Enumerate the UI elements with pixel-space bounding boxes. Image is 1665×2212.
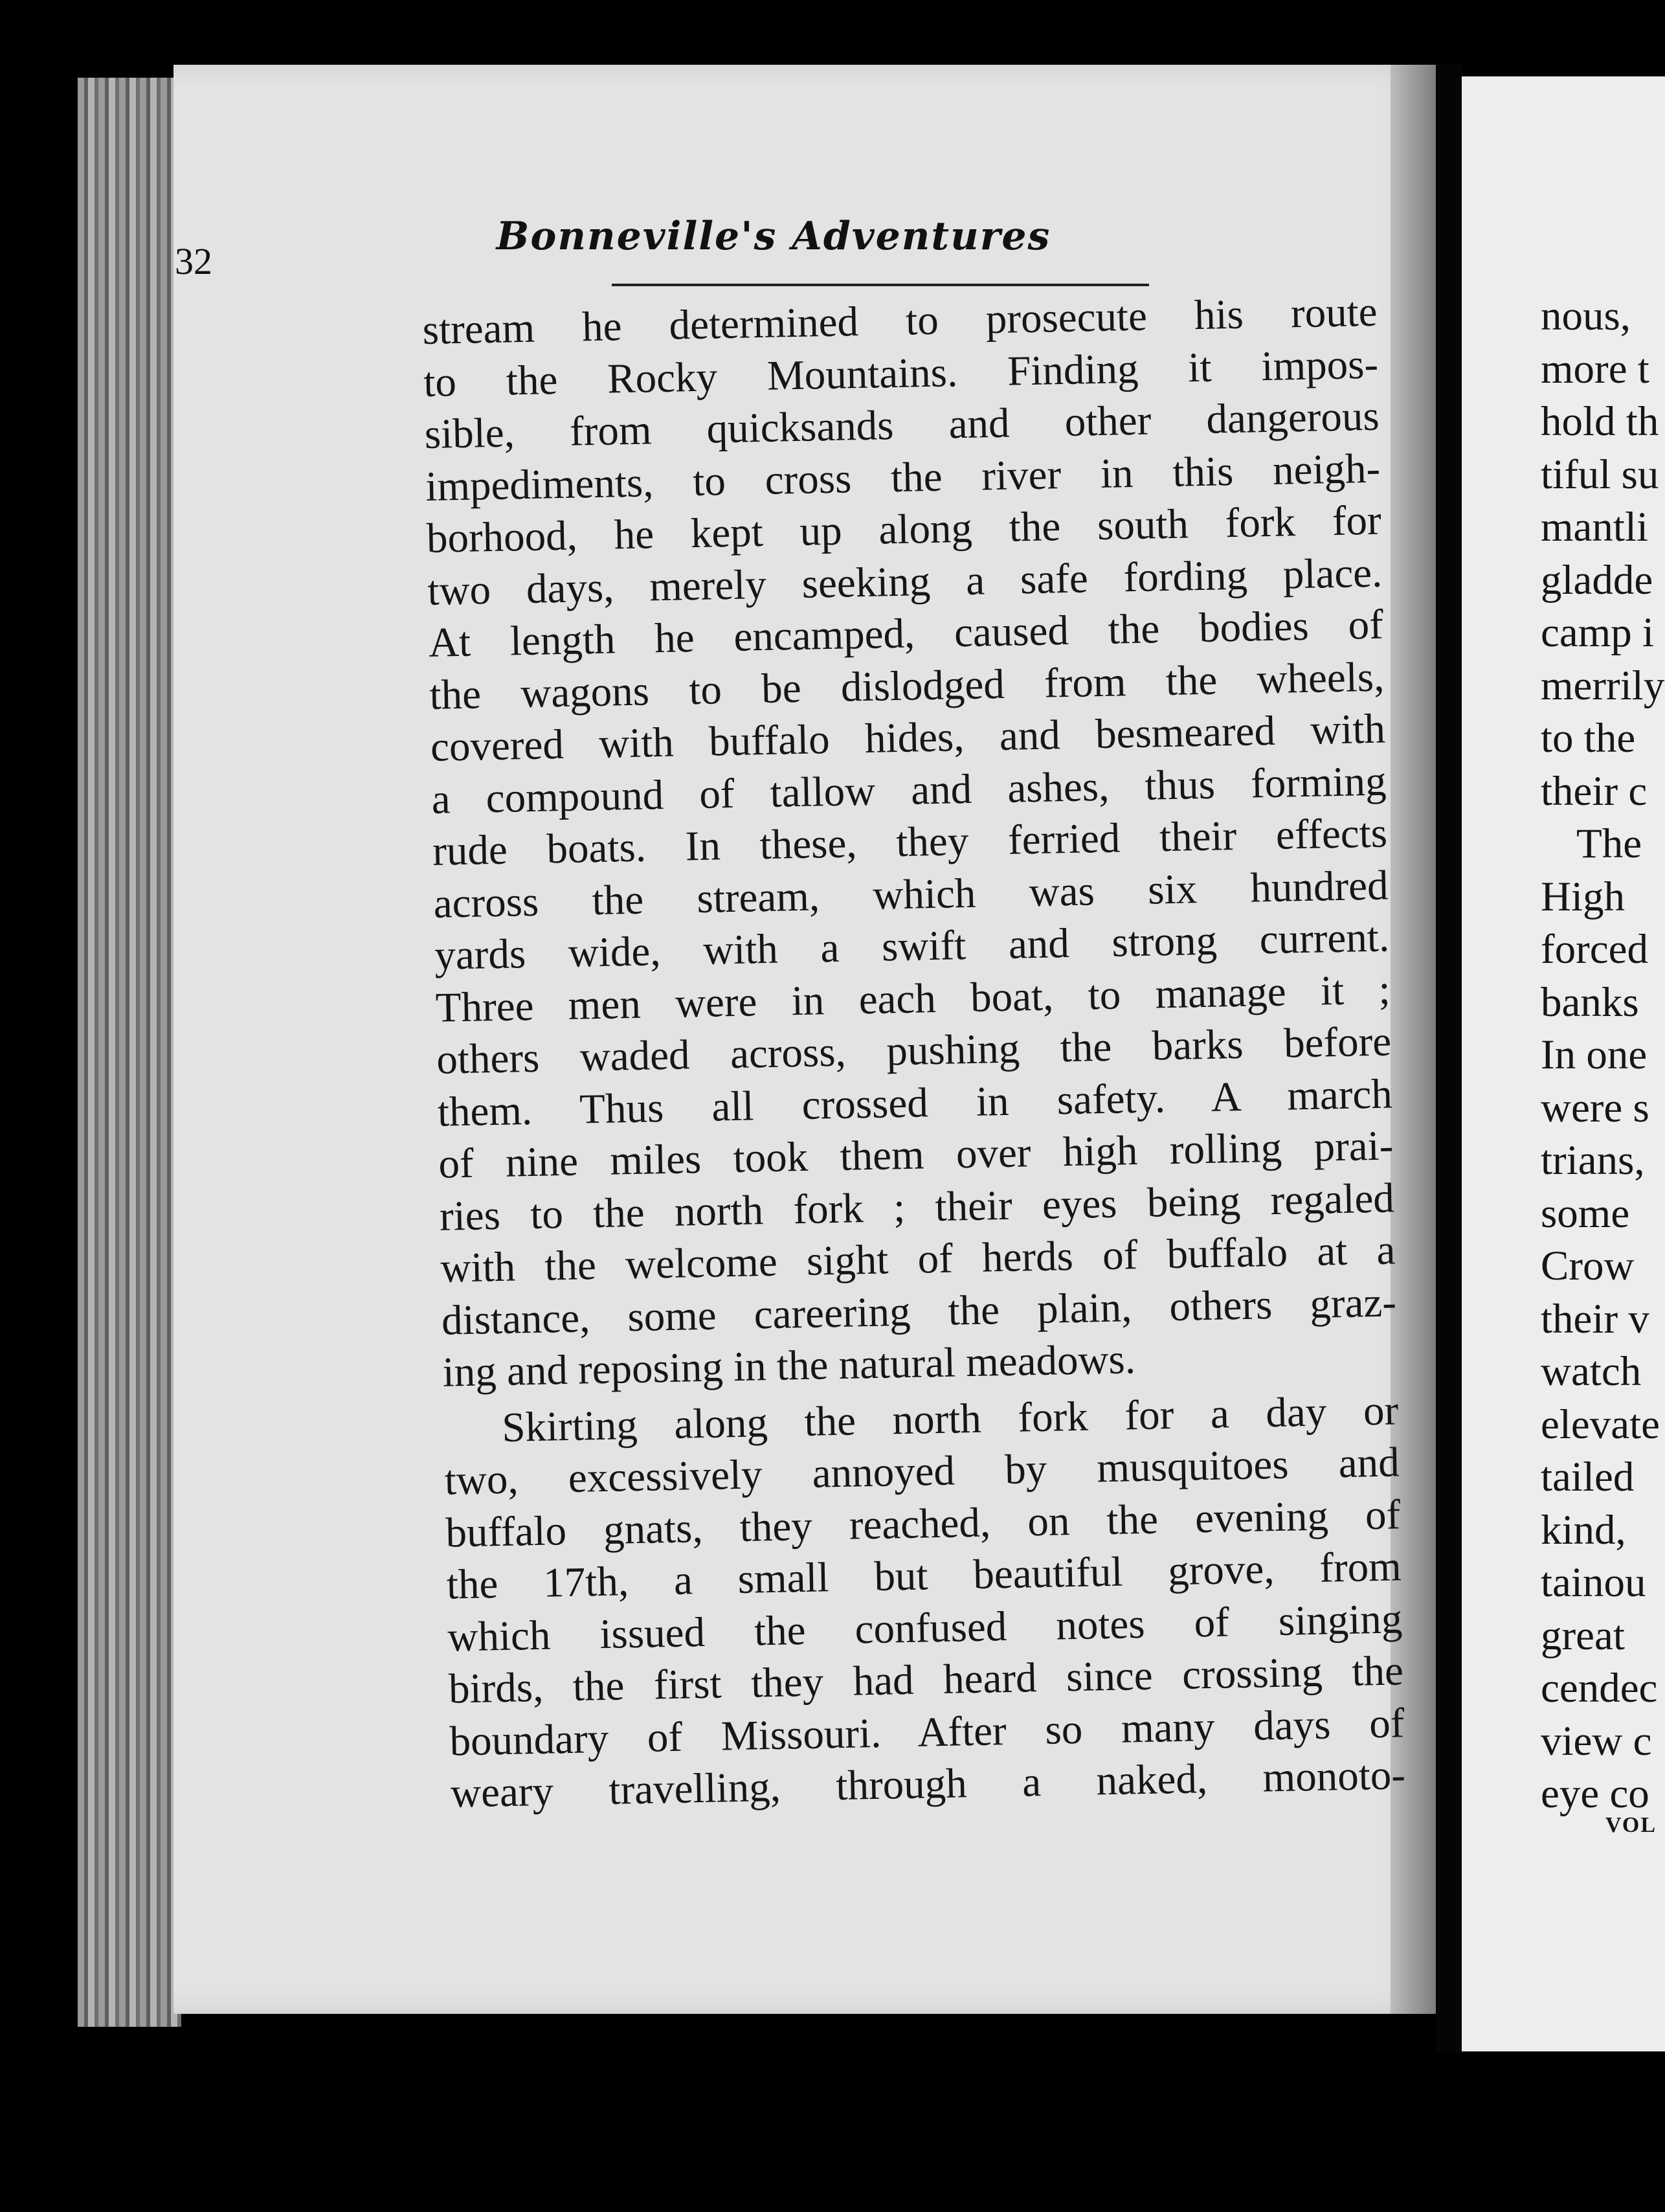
text-line: In one bbox=[1541, 1032, 1648, 1078]
text-line: watch bbox=[1541, 1348, 1642, 1395]
text-line: tiful su bbox=[1541, 451, 1659, 498]
text-line: camp i bbox=[1541, 609, 1655, 656]
text-line: stream he determined to prosecute his route bbox=[422, 288, 1378, 354]
book-spine bbox=[1436, 65, 1463, 2053]
header-rule bbox=[612, 284, 1149, 286]
text-line: some bbox=[1541, 1190, 1630, 1237]
text-line: with the welcome sight of herds of buffalo at a bbox=[440, 1226, 1396, 1292]
right-page-body bbox=[1541, 290, 1664, 1821]
text-line: of nine miles took them over high rolling prai- bbox=[438, 1122, 1394, 1188]
text-line: their v bbox=[1541, 1295, 1649, 1342]
text-line: weary travelling, through a naked, monoto- bbox=[450, 1752, 1406, 1817]
left-page-body bbox=[422, 286, 1406, 1820]
text-line: their c bbox=[1541, 767, 1648, 815]
text-line: gladde bbox=[1541, 556, 1653, 604]
text-line: ing and reposing in the natural meadows. bbox=[441, 1336, 1136, 1396]
text-line: borhood, he kept up along the south fork for bbox=[426, 497, 1382, 562]
text-line: two days, merely seeking a safe fording place. bbox=[427, 549, 1383, 615]
text-line: them. Thus all crossed in safety. A march bbox=[437, 1070, 1393, 1136]
text-line: Skirting along the north fork for a day or bbox=[501, 1386, 1399, 1451]
text-line: view c bbox=[1541, 1717, 1652, 1765]
text-line: eye co bbox=[1541, 1770, 1649, 1817]
text-line: sible, from quicksands and other dangerous bbox=[424, 392, 1380, 458]
text-line: to the bbox=[1541, 715, 1636, 762]
text-line: across the stream, which was six hundred bbox=[433, 862, 1389, 927]
text-line: kind, bbox=[1541, 1506, 1626, 1553]
text-line: trians, bbox=[1541, 1137, 1645, 1184]
text-line: great bbox=[1541, 1612, 1625, 1659]
page-number: 32 bbox=[175, 240, 212, 282]
text-line: hold th bbox=[1541, 398, 1659, 445]
text-line: distance, some careering the plain, others graz- bbox=[441, 1278, 1397, 1344]
text-line: others waded across, pushing the barks before bbox=[436, 1018, 1392, 1083]
signature-mark: VOL bbox=[1605, 1813, 1657, 1837]
text-line: two, excessively annoyed by musquitoes and bbox=[444, 1439, 1400, 1504]
text-line: which issued the confused notes of singing bbox=[447, 1595, 1403, 1661]
running-title: Bonneville's Adventures bbox=[496, 214, 1051, 259]
text-line: At length he encamped, caused the bodies of bbox=[428, 601, 1384, 666]
text-line: yards wide, with a swift and strong current. bbox=[434, 914, 1390, 979]
text-line: forced bbox=[1541, 926, 1648, 973]
text-line: buffalo gnats, they reached, on the evening of bbox=[445, 1491, 1401, 1557]
text-line: more t bbox=[1541, 345, 1649, 392]
text-line: to the Rocky Mountains. Finding it impos- bbox=[423, 341, 1379, 406]
text-line: merrily bbox=[1541, 662, 1665, 709]
right-page bbox=[1462, 76, 1665, 2051]
text-line: Crow bbox=[1541, 1243, 1635, 1289]
text-line: impediments, to cross the river in this neigh- bbox=[425, 445, 1381, 510]
text-line: were s bbox=[1541, 1084, 1649, 1131]
text-line: cendec bbox=[1541, 1665, 1658, 1711]
text-line: mantli bbox=[1541, 504, 1649, 550]
text-line: rude boats. In these, they ferried their effects bbox=[432, 809, 1388, 875]
text-line: tailed bbox=[1541, 1454, 1635, 1500]
text-line: Three men were in each boat, to manage it ; bbox=[435, 965, 1391, 1032]
text-line: the wagons to be dislodged from the wheels, bbox=[429, 653, 1385, 719]
text-line: tainou bbox=[1541, 1559, 1646, 1606]
text-line: the 17th, a small but beautiful grove, from bbox=[446, 1543, 1402, 1608]
text-line: boundary of Missouri. After so many days of bbox=[449, 1699, 1405, 1765]
text-line: a compound of tallow and ashes, thus forming bbox=[430, 758, 1387, 823]
text-line: banks bbox=[1541, 978, 1639, 1026]
text-line: covered with buffalo hides, and besmeared with bbox=[430, 705, 1386, 771]
text-line: High bbox=[1541, 873, 1625, 920]
text-line: elevate bbox=[1541, 1401, 1660, 1448]
text-line: ries to the north fork ; their eyes being regaled bbox=[439, 1174, 1395, 1240]
page-edges bbox=[78, 78, 181, 2027]
text-line: nous, bbox=[1541, 293, 1631, 339]
text-line: birds, the first they had heard since crossing the bbox=[448, 1647, 1404, 1713]
text-line: The bbox=[1576, 820, 1642, 867]
